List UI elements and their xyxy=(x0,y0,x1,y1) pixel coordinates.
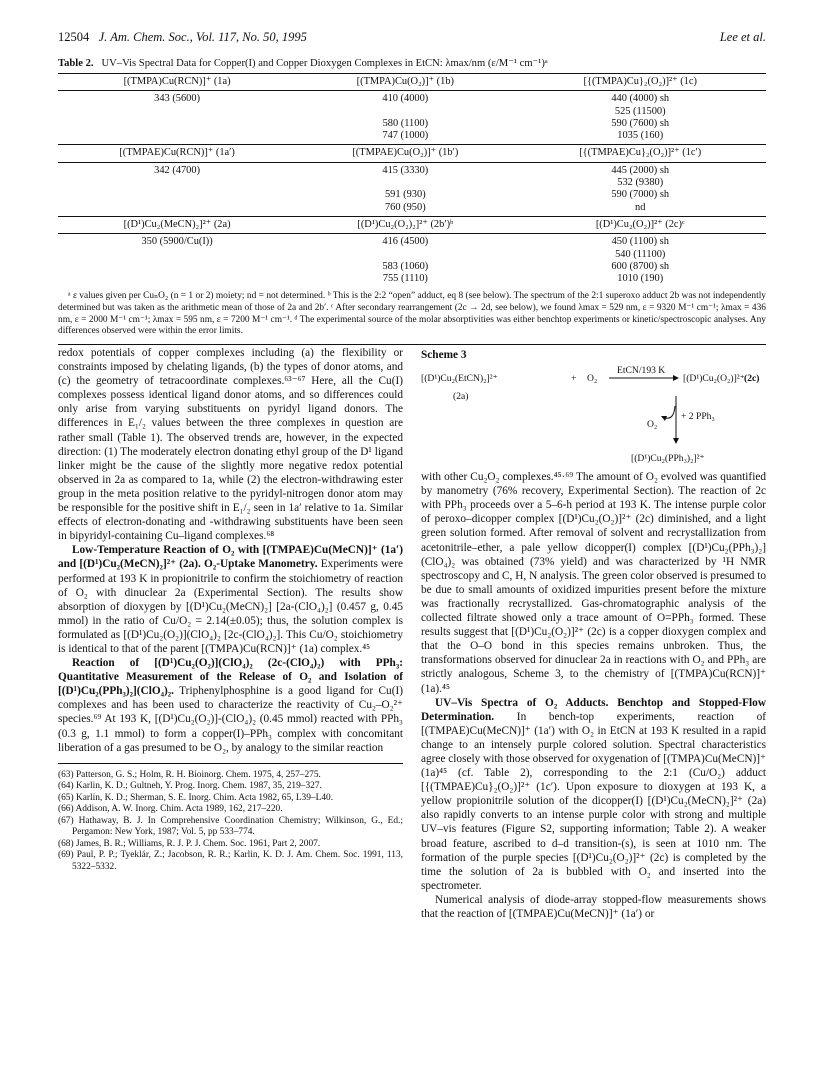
table-label: Table 2. xyxy=(58,58,94,69)
running-head-left xyxy=(58,30,307,45)
table-cell xyxy=(296,106,514,118)
table-header-cell: [(D¹)Cu₂(O₂)₂]²⁺ (2b′)ᵇ xyxy=(296,216,514,233)
table-cell: 532 (9380) xyxy=(617,177,664,189)
table-cell xyxy=(58,261,296,273)
table-cell: 342 (4700) xyxy=(154,164,201,176)
scheme-released-o2: O₂ xyxy=(647,419,658,431)
left-column xyxy=(58,346,403,921)
table-cell: 747 (1000) xyxy=(296,130,514,145)
body-columns xyxy=(58,346,766,921)
table-cell xyxy=(296,177,514,189)
scheme-product: [(D¹)Cu₂(O₂)]²⁺ xyxy=(683,373,745,385)
reference-69: (69) Paul, P. P.; Tyeklár, Z.; Jacobson, R. R.; Karlin, K. D. J. Am. Chem. Soc. 1991, 113, 5322–5332. xyxy=(58,850,403,872)
left-paragraph-2-body: Experiments were performed at 193 K in propionitrile to confirm the stoichiometry of reaction of O₂ with dinuclear 2a (Experimental Section). The results show absorption of dioxygen by [(D¹)Cu₂(MeCN)₂] [2a-(ClO₄)₂] (0.457 g, 0.45 mmol) in the ratio of Cu/O₂ = 2.14(±0.05); thus, the solution complex is formulated as [(D¹)Cu₂(O₂)](ClO₄)₂ [2c-(ClO₄)₂]. This Cu/O₂ stoichiometry is identical to that of the parent [(TMPA)Cu(RCN)]⁺ (1a) complex.⁴⁵ xyxy=(58,558,403,655)
table-row xyxy=(58,249,766,261)
table-row xyxy=(58,130,766,145)
downward-arrowhead xyxy=(673,438,679,444)
table-cell: 590 (7000) sh xyxy=(611,189,670,201)
scheme-3 xyxy=(421,366,766,470)
table-header-cell: [(D¹)Cu₂(MeCN)₂]²⁺ (2a) xyxy=(58,216,296,233)
spectral-data-table xyxy=(58,73,766,285)
table-row xyxy=(58,234,766,249)
scheme-plus: + xyxy=(571,373,577,385)
table-row xyxy=(58,202,766,217)
reaction-arrowhead xyxy=(673,375,679,381)
table-cell: 583 (1060) xyxy=(382,260,429,272)
table-cell: 540 (11100) xyxy=(615,248,666,260)
table-cell: 416 (4500) xyxy=(382,236,429,248)
table-cell: 760 (950) xyxy=(296,202,514,217)
table-title: UV–Vis Spectral Data for Copper(I) and Copper Dioxygen Complexes in EtCN: λmax/nm (ε/M⁻¹ cm⁻¹)ᵃ xyxy=(101,58,548,69)
journal-citation: J. Am. Chem. Soc., Vol. 117, No. 50, 1995 xyxy=(98,30,307,44)
table-header-row xyxy=(58,74,766,91)
reference-64: (64) Karlin, K. D.; Gultneh, Y. Prog. Inorg. Chem. 1987, 35, 219–327. xyxy=(58,781,322,792)
table-header-cell: [(D¹)Cu₂(O₂)]²⁺ (2c)ᶜ xyxy=(514,216,766,233)
right-paragraph-3: Numerical analysis of diode-array stopped-flow measurements shows that the reaction of [(TMPAE)Cu(MeCN)]⁺ (1a′) or xyxy=(421,893,766,920)
table-cell: 755 (1110) xyxy=(382,273,428,285)
left-paragraph-3 xyxy=(58,656,403,755)
table-cell: 415 (3330) xyxy=(382,164,429,176)
table-row xyxy=(58,162,766,177)
reference-66: (66) Addison, A. W. Inorg. Chim. Acta 1989, 162, 217–220. xyxy=(58,804,283,815)
table-row xyxy=(58,273,766,285)
scheme-title: Scheme 3 xyxy=(421,349,467,361)
left-paragraph-1: redox potentials of copper complexes including (a) the flexibility or constraints imposed by chelating ligands, (b) the types of donor atoms, and (c) the geometry of tetracoordinate complexes.⁶³⁻⁶⁷ Here, all the Cu(I) complexes possess identical ligand donor atoms, and so differences could only arise from varying substituents on pyridyl ligand donors. The differences in E₁/₂ values between the three complexes in question are rather small (Table 1). The observed trends are, however, in the expected direction: (1) The moderately electron donating ethyl group of the D¹ ligand linker might be the cause of the slightly more negative redox potential observed in 2a as compared to 1a, while (2) the electron-withdrawing ester group in the meta position relative to the pyridyl-nitrogen donor atom may be responsible for the positive shift in E₁/₂ seen in 1a′ relative to 1a. Similar effects of electron-donating and -withdrawing substituents have been seen in bipyridyl-containing Cu–ligand complexes.⁶⁸ xyxy=(58,347,403,543)
section-heading-uvvis: UV–Vis Spectra of O₂ Adducts. Benchtop and Stopped-Flow Determination. xyxy=(421,696,766,723)
references xyxy=(58,763,403,874)
right-paragraph-1: with other Cu₂O₂ complexes.⁴⁵·⁶⁹ The amount of O₂ evolved was quantified by manometry (76% recovery, Experimental Section). The reaction of 2c with PPh₃ proceeds over a 5–6-h period at 193 K. The intense purple color of peroxo–dicopper complex [(D¹)Cu₂(O₂)]²⁺ (2c) diminished, and a light green solution formed. After removal of solvent and recrystallization from acetonitrile–ether, a pale yellow dicopper(I) complex [(D¹)Cu₂(PPh₃)₂](ClO₄)₂ was obtained (73% yield) and was characterized by ¹H NMR spectroscopy and C, H, N analysis. The green color observed is presumed to be due to small amounts of oxidized impurities present before the mixture was fractionally recrystallized. Gas-chromatographic analysis of the collected filtrate showed only a trace amount of O=PPh₃ formed. These results suggest that [(D¹)Cu₂(O₂)]²⁺ (2c) is a copper dioxygen complex and that the O–O bond in this species remains unbroken. Thus, the transformations observed for dinuclear 2a in reactions with O₂ and PPh₃ are strictly analogous, Scheme 3, to the chemistry of [(TMPA)Cu(RCN)]⁺ (1a).⁴⁵ xyxy=(421,471,766,695)
scheme-arrow-label: EtCN/193 K xyxy=(617,365,666,377)
table-cell: 600 (8700) sh xyxy=(611,260,670,272)
table-cell xyxy=(58,130,296,145)
right-column xyxy=(421,346,766,921)
table-cell xyxy=(58,202,296,217)
right-paragraph-2-body: In bench-top experiments, reaction of [(TMPAE)Cu(MeCN)]⁺ (1a′) with O₂ in EtCN at 193 K resulted in a rapid change to an intensely purple colored solution. Spectral characteristics agree closely with those observed for oxygenation of [(TMPA)Cu(MeCN)]⁺ (1a)⁴⁵ (cf. Table 2), corresponding to the 2:1 (Cu/O₂) adduct [{(TMPAE)Cu}₂(O₂)]²⁺ (1c′). Upon exposure to dioxygen at 193 K, a yellow propionitrile solution of the dicopper(I) [(D¹)Cu₂(MeCN)₂]²⁺ (2a) also rapidly converts to an intense purple color with strong and multiple UV–vis features (Figure S2, supporting information; Table 2). A weaker broad feature, ascribed to d–d transition-(s), is seen at 1010 nm. The formation of the purple species [(D¹)Cu₂(O₂)]²⁺ (2c) is completed by the time the solution of 2a is bubbled with O₂ and inserted into the spectrometer. xyxy=(421,710,767,892)
table-cell: 1010 (190) xyxy=(617,273,664,285)
table-footnotes: ᵃ ε values given per CuₙO₂ (n = 1 or 2) moiety; nd = not determined. ᵇ This is the 2:2 “open” adduct, eq 8 (see below). The spectrum of the 2:1 superoxo adduct 2b was not independently determined but was taken as the arithmetic mean of those of 2a and 2b′. ᶜ After secondary rearrangement (2c → 2d, see below), we found λmax = 529 nm, ε = 9320 M⁻¹ cm⁻¹; λmax = 436 nm, ε = 2000 M⁻¹ cm⁻¹; λmax = 595 nm, ε = 7200 M⁻¹ cm⁻¹. ᵈ The experimental source of the molar absorptivities was either benchtop experiments or kinetic/spectroscopic analyses. Any differences observed were within the error limits. xyxy=(58,291,766,344)
table-header-cell: [(TMPAE)Cu(O₂)]⁺ (1b′) xyxy=(296,145,514,162)
table-cell: 445 (2000) sh xyxy=(611,164,670,176)
table-cell: 590 (7600) sh xyxy=(611,117,670,129)
table-header-row xyxy=(58,145,766,162)
table-header-cell: [(TMPA)Cu(O₂)]⁺ (1b) xyxy=(296,74,514,91)
page-number: 12504 xyxy=(58,30,90,44)
reference-63: (63) Patterson, G. S.; Holm, R. H. Bioinorg. Chem. 1975, 4, 257–275. xyxy=(58,769,321,780)
reference-68: (68) James, B. R.; Williams, R. J. P. J. Chem. Soc. 1961, Part 2, 2007. xyxy=(58,838,321,849)
table-row xyxy=(58,118,766,130)
scheme-reactant-label: (2a) xyxy=(453,391,469,403)
table-cell: 450 (1100) sh xyxy=(611,236,669,248)
page xyxy=(58,30,766,345)
table-header-cell: [{(TMPAE)Cu}₂(O₂)]²⁺ (1c′) xyxy=(514,145,766,162)
table-cell xyxy=(58,106,296,118)
scheme-reactant: [(D¹)Cu₂(EtCN)₂]²⁺ xyxy=(421,373,498,385)
table-cell: 580 (1100) xyxy=(382,117,429,129)
left-paragraph-3-body: Triphenylphosphine is a good ligand for Cu(I) complexes and has been used to characterize the reactivity of Cu₂–O₂²⁺ species.⁶⁹ At 193 K, [(D¹)Cu₂(O₂)]-(ClO₄)₂ (0.45 mmol) reacted with PPh₃ (0.3 g, 1.1 mmol) to form a copper(I)–PPh₃ complex with concomitant liberation of a gas presumed to be O₂, by analogy to the similar reaction xyxy=(58,685,403,754)
table-cell: 350 (5900/Cu(I)) xyxy=(141,236,213,248)
table-row xyxy=(58,91,766,106)
table-header-cell: [(TMPA)Cu(RCN)]⁺ (1a) xyxy=(58,74,296,91)
reference-65: (65) Karlin, K. D.; Sherman, S. E. Inorg. Chim. Acta 1982, 65, L39–L40. xyxy=(58,792,334,803)
section-heading-o2-uptake: Low-Temperature Reaction of O₂ with [(TMPAE)Cu(MeCN)]⁺ (1a′) and [(D¹)Cu₂(MeCN)₂]²⁺ (2a). O₂-Uptake Manometry. xyxy=(58,544,403,571)
scheme-reagent: + 2 PPh₃ xyxy=(681,411,715,423)
scheme-o2: O₂ xyxy=(587,373,598,385)
running-head xyxy=(58,30,766,45)
table-cell xyxy=(58,177,296,189)
table-cell xyxy=(58,273,296,285)
section-heading-pph3: Reaction of [(D¹)Cu₂(O₂)](ClO₄)₂ (2c-(ClO₄)₂) with PPh₃: Quantitative Measurement of the Release of O₂ and Isolation of [(D¹)Cu₂(PPh₃)₂](ClO₄)₂. xyxy=(58,657,403,698)
right-paragraph-2 xyxy=(421,696,766,893)
table-cell: 343 (5600) xyxy=(154,93,201,105)
table-row xyxy=(58,106,766,118)
scheme-product-label: (2c) xyxy=(744,373,760,385)
table-caption xyxy=(58,57,766,70)
table-cell xyxy=(58,118,296,130)
table-cell: 591 (930) xyxy=(384,189,426,201)
table-cell: 525 (11500) xyxy=(614,105,666,117)
reference-67: (67) Hathaway, B. J. In Comprehensive Coordination Chemistry; Wilkinson, G., Ed.; Pergamon: New York, 1987; Vol. 5, pp 533–774. xyxy=(58,815,403,838)
running-head-authors: Lee et al. xyxy=(719,30,766,44)
table-cell: 440 (4000) sh xyxy=(611,93,670,105)
table-cell: 1035 (160) xyxy=(514,130,766,145)
table-cell xyxy=(296,249,514,261)
table-row xyxy=(58,177,766,189)
table-row xyxy=(58,189,766,201)
table-cell xyxy=(58,249,296,261)
scheme-final-product: [(D¹)Cu₂(PPh₃)₂]²⁺ xyxy=(631,453,705,465)
table-row xyxy=(58,261,766,273)
table-cell: nd xyxy=(514,202,766,217)
table-header-cell: [{(TMPA)Cu}₂(O₂)]²⁺ (1c) xyxy=(514,74,766,91)
left-paragraph-2 xyxy=(58,543,403,656)
table-cell: 410 (4000) xyxy=(382,93,429,105)
table-cell xyxy=(58,189,296,201)
table-header-cell: [(TMPAE)Cu(RCN)]⁺ (1a′) xyxy=(58,145,296,162)
table-header-row xyxy=(58,216,766,233)
